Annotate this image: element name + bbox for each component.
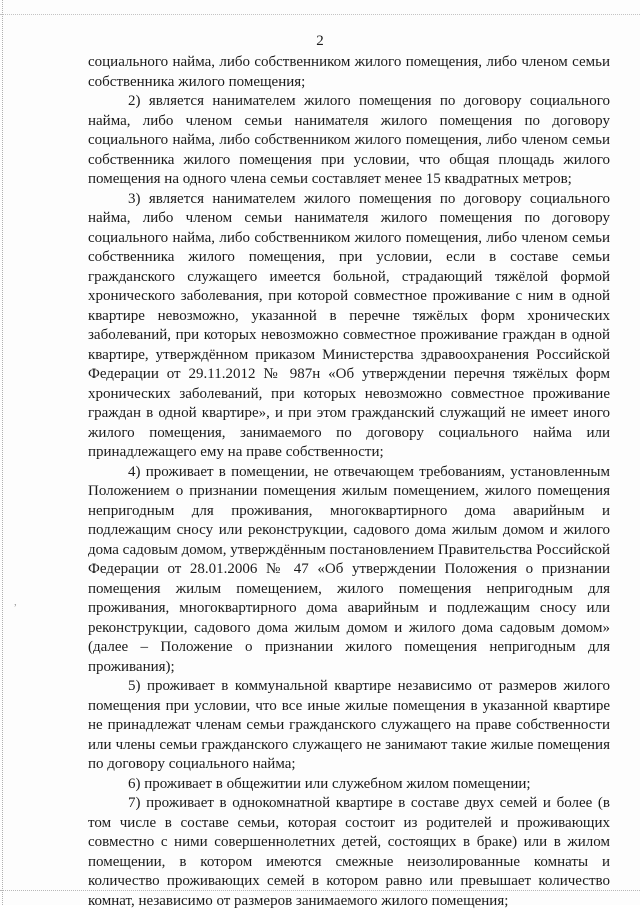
paragraph-item-5: 5) проживает в коммунальной квартире независимо от размеров жилого помещения при условии, что все иные жилые помещения в указанной квартире не принадлежат членам семьи гражданского служащего на праве собственности или члены семьи гражданского служащего не занимают такие жилые помещения по договору социального найма; bbox=[88, 678, 610, 772]
scan-edge-left bbox=[2, 0, 13, 905]
scan-edge-top bbox=[0, 14, 640, 16]
scan-mark: , bbox=[14, 596, 17, 608]
paragraph-item-7: 7) проживает в однокомнатной квартире в составе двух семей и более (в том числе в составе семьи, которая состоит из родителей и проживающих совместно с ними совершеннолетних детей, состоящих в браке) или в жилом помещении, в котором имеются смежные неизолированные комнаты и количество проживающих семей в котором равно или превышает количество комнат, независимо от размеров занимаемого жилого помещения; bbox=[88, 795, 610, 909]
paragraph-item-4: 4) проживает в помещении, не отвечающем требованиям, установленным Положением о признании помещения жилым помещением, жилого помещения непригодным для проживания, многоквартирного дома аварийным и подлежащим сносу или реконструкции, садового дома жилым домом и жилого дома садовым домом, утверждённым постановлением Правительства Российской Федерации от 28.01.2006 № 47 «Об утверждении Положения о признании помещения жилым помещением, жилого помещения непригодным для проживания, многоквартирного дома аварийным и подлежащим сносу или реконструкции, садового дома жилым домом и жилого дома садовым домом» (далее – Положение о признании жилого помещения непригодным для проживания); bbox=[88, 463, 610, 675]
page-number: 2 bbox=[316, 33, 324, 49]
paragraph-continuation: социального найма, либо собственником жилого помещения, либо членом семьи собственника жилого помещения; bbox=[88, 54, 610, 90]
document-body bbox=[88, 53, 610, 911]
paragraph-item-2: 2) является нанимателем жилого помещения по договору социального найма, либо членом семьи нанимателя жилого помещения по договору социального найма, либо собственником жилого помещения, либо членом семьи собственника жилого помещения при условии, что общая площадь жилого помещения на одного члена семьи составляет менее 15 квадратных метров; bbox=[88, 93, 610, 187]
paragraph-item-3: 3) является нанимателем жилого помещения по договору социального найма, либо членом семьи нанимателя жилого помещения по договору социального найма, либо собственником жилого помещения, либо членом семьи собственника жилого помещения, при условии, если в составе семьи гражданского служащего имеется больной, страдающий тяжёлой формой хронического заболевания, при которой совместное проживание с ним в одной квартире невозможно, указанной в перечне тяжёлых форм хронических заболеваний, при которых невозможно совместное проживание граждан в одной квартире, утверждённом приказом Министерства здравоохранения Российской Федерации от 29.11.2012 № 987н «Об утверждении перечня тяжёлых форм хронических заболеваний, при которых невозможно совместное проживание граждан в одной квартире», и при этом гражданский служащий не имеет иного жилого помещения, занимаемого по договору социального найма или принадлежащего ему на праве собственности; bbox=[88, 190, 610, 460]
paragraph-item-6: 6) проживает в общежитии или служебном жилом помещении; bbox=[128, 775, 531, 792]
